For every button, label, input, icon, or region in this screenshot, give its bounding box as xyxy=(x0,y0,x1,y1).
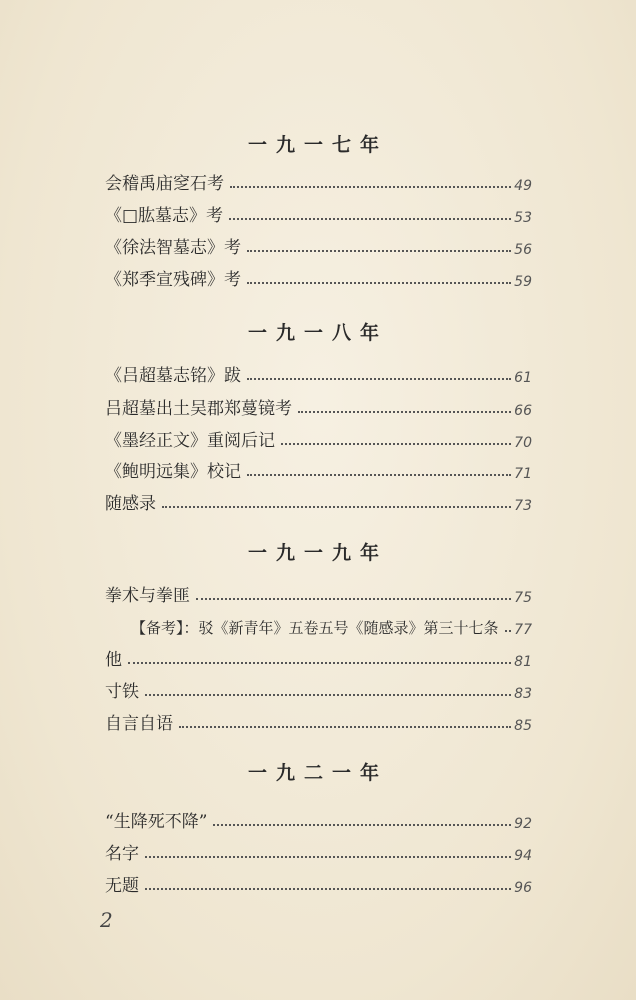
toc-entry xyxy=(105,488,532,514)
toc-entry xyxy=(105,168,532,194)
leader-dots xyxy=(196,597,511,600)
entry-page: 75 xyxy=(514,590,532,606)
entry-page: 56 xyxy=(514,242,532,258)
toc-entry xyxy=(105,232,532,258)
toc-entry xyxy=(105,456,532,482)
toc-entry xyxy=(105,870,532,896)
leader-dots xyxy=(162,505,511,508)
entry-title: 《吕超墓志铭》跋 xyxy=(105,366,241,386)
entry-page: 71 xyxy=(514,466,532,482)
entry-page: 83 xyxy=(514,686,532,702)
toc-entry xyxy=(105,360,532,386)
leader-dots xyxy=(247,249,511,252)
leader-dots xyxy=(281,442,511,445)
entry-title: 《□肱墓志》考 xyxy=(105,206,224,226)
entry-page: 53 xyxy=(514,210,532,226)
entry-title: 【备考】：驳《新青年》五卷五号《随感录》第三十七条 xyxy=(131,619,499,637)
entry-page: 96 xyxy=(514,880,532,896)
entry-title: 拳术与拳匪 xyxy=(105,586,190,606)
entry-page: 61 xyxy=(514,370,532,386)
entry-title: 吕超墓出土吴郡郑蔓镜考 xyxy=(105,399,292,419)
leader-dots xyxy=(145,693,511,696)
leader-dots xyxy=(230,185,511,188)
section-heading-1919: 一九一九年 xyxy=(247,542,388,564)
toc-entry xyxy=(105,676,532,702)
entry-title: 《郑季宣残碑》考 xyxy=(105,270,241,290)
entry-page: 94 xyxy=(514,848,532,864)
toc-entry xyxy=(105,580,532,606)
leader-dots xyxy=(145,855,511,858)
entry-page: 85 xyxy=(514,718,532,734)
entry-title: 寸铁 xyxy=(105,682,139,702)
entry-title: 无题 xyxy=(105,876,139,896)
entry-page: 66 xyxy=(514,403,532,419)
leader-dots xyxy=(247,281,511,284)
entry-title: 随感录 xyxy=(105,494,156,514)
leader-dots xyxy=(247,377,511,380)
toc-entry xyxy=(105,200,532,226)
leader-dots xyxy=(229,217,511,220)
entry-title: 名字 xyxy=(105,844,139,864)
entry-page: 49 xyxy=(514,178,532,194)
toc-entry xyxy=(105,806,532,832)
section-heading-1917: 一九一七年 xyxy=(247,134,388,156)
entry-page: 92 xyxy=(514,816,532,832)
entry-page: 81 xyxy=(514,654,532,670)
leader-dots xyxy=(213,823,511,826)
entry-title: 他 xyxy=(105,650,122,670)
entry-page: 73 xyxy=(514,498,532,514)
toc-entry xyxy=(105,264,532,290)
entry-page: 59 xyxy=(514,274,532,290)
entry-title: 《鲍明远集》校记 xyxy=(105,462,241,482)
leader-dots xyxy=(179,725,511,728)
toc-entry xyxy=(105,425,532,451)
page-number: 2 xyxy=(100,908,113,932)
leader-dots xyxy=(128,661,511,664)
leader-dots xyxy=(298,410,511,413)
leader-dots xyxy=(505,629,512,632)
toc-entry xyxy=(105,838,532,864)
entry-title: 《墨经正文》重阅后记 xyxy=(105,431,275,451)
toc-entry xyxy=(105,708,532,734)
toc-note-entry xyxy=(131,612,532,638)
entry-title: 自言自语 xyxy=(105,714,173,734)
toc-entry xyxy=(105,644,532,670)
section-heading-1918: 一九一八年 xyxy=(247,322,388,344)
entry-page: 70 xyxy=(514,435,532,451)
toc-entry xyxy=(105,393,532,419)
entry-title: 《徐法智墓志》考 xyxy=(105,238,241,258)
leader-dots xyxy=(145,887,511,890)
section-heading-1921: 一九二一年 xyxy=(247,762,388,784)
entry-title: 会稽禹庙窆石考 xyxy=(105,174,224,194)
leader-dots xyxy=(247,473,511,476)
entry-page: 77 xyxy=(514,622,532,638)
entry-title: “生降死不降” xyxy=(105,812,208,832)
